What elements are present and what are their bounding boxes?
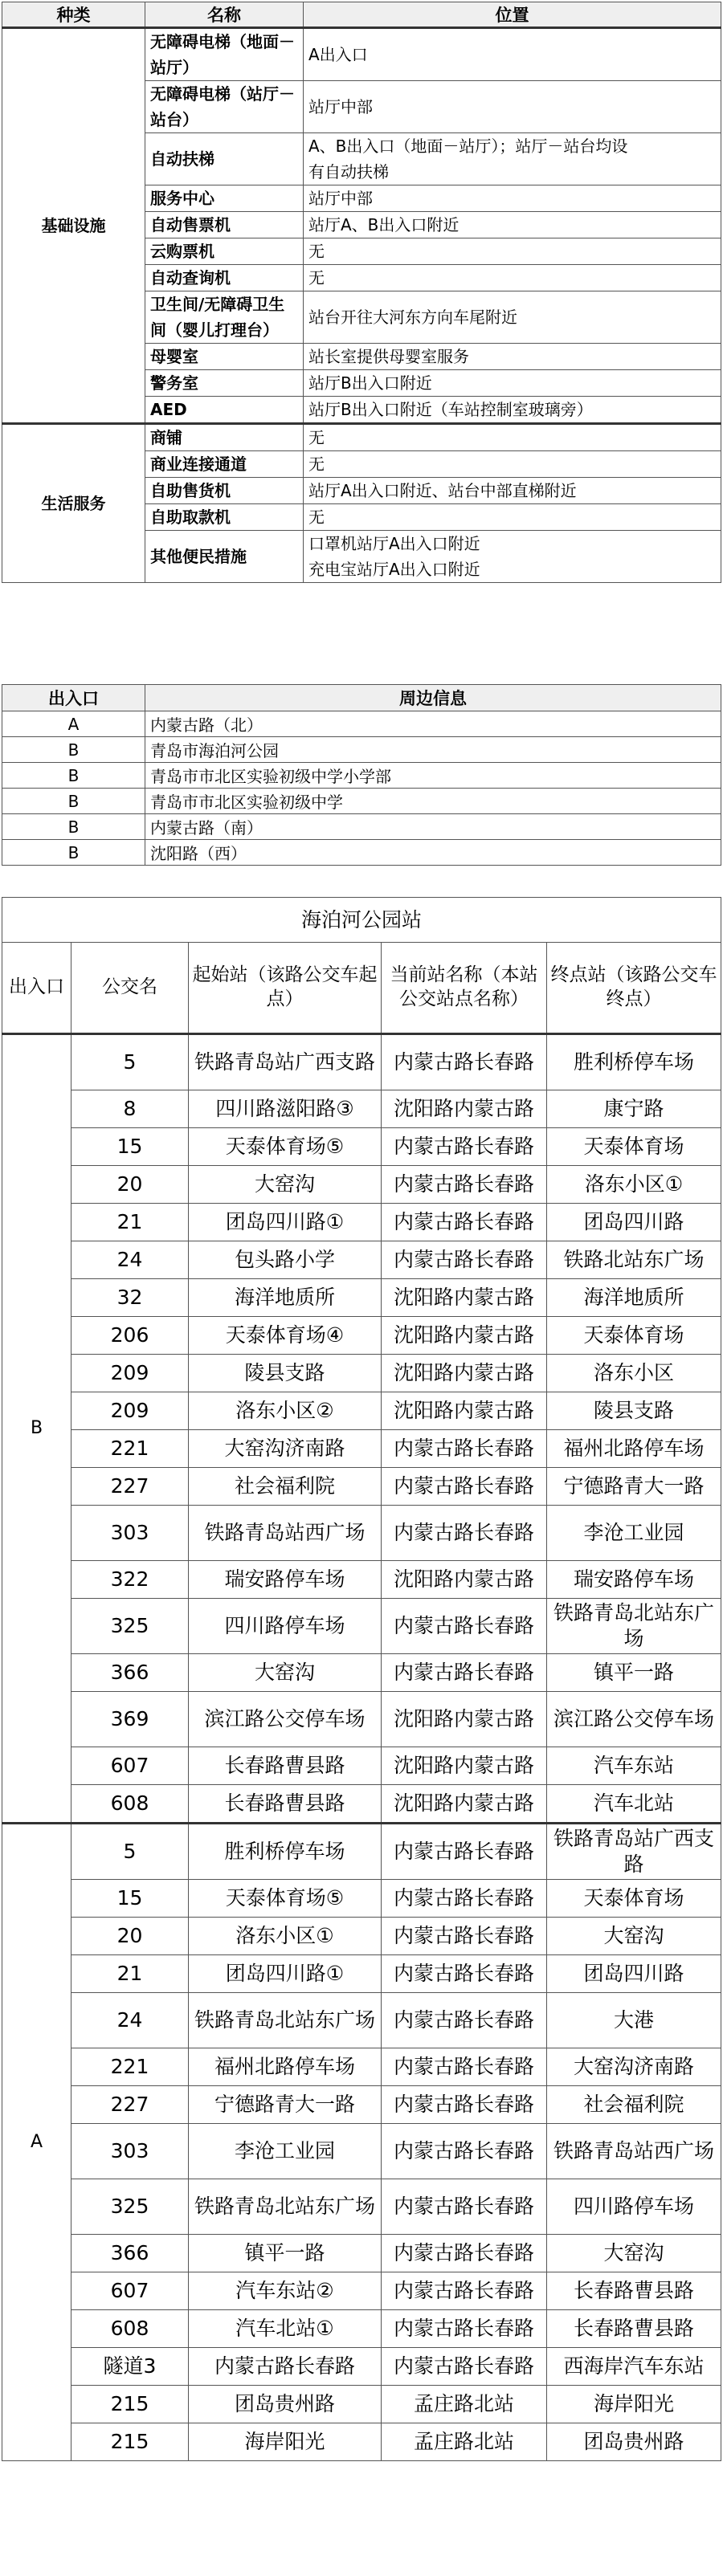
bus-table-body xyxy=(2,1034,721,2461)
bus-end-cell: 大窑沟济南路 xyxy=(547,2048,721,2086)
bus-route-row xyxy=(2,1090,721,1128)
bus-start-cell: 瑞安路停车场 xyxy=(189,1561,382,1599)
bus-start-cell: 宁德路青大一路 xyxy=(189,2086,382,2124)
bus-line-cell: 607 xyxy=(71,1747,189,1785)
bus-route-row xyxy=(2,2272,721,2310)
bus-current-cell: 内蒙古路长春路 xyxy=(382,1506,547,1561)
bus-route-row xyxy=(2,1692,721,1747)
bus-start-cell: 李沧工业园 xyxy=(189,2124,382,2179)
facility-name: 无障碍电梯（地面－站厅） xyxy=(145,28,304,81)
bus-current-cell: 沈阳路内蒙古路 xyxy=(382,1392,547,1430)
header-exit: 出入口 xyxy=(2,943,71,1034)
bus-current-cell: 内蒙古路长春路 xyxy=(382,1034,547,1090)
bus-route-row xyxy=(2,1506,721,1561)
bus-current-cell: 内蒙古路长春路 xyxy=(382,2348,547,2386)
bus-current-cell: 沈阳路内蒙古路 xyxy=(382,1785,547,1824)
bus-end-cell: 长春路曹县路 xyxy=(547,2310,721,2348)
bus-current-cell: 沈阳路内蒙古路 xyxy=(382,1355,547,1392)
bus-current-cell: 内蒙古路长春路 xyxy=(382,1241,547,1279)
bus-current-cell: 孟庄路北站 xyxy=(382,2386,547,2423)
bus-route-row xyxy=(2,1880,721,1918)
bus-current-cell: 内蒙古路长春路 xyxy=(382,2124,547,2179)
bus-end-cell: 康宁路 xyxy=(547,1090,721,1128)
category-cell: 基础设施 xyxy=(2,28,145,424)
bus-line-cell: 303 xyxy=(71,1506,189,1561)
facilities-header-row xyxy=(2,2,721,28)
bus-route-row xyxy=(2,1392,721,1430)
bus-line-cell: 8 xyxy=(71,1090,189,1128)
header-surroundings: 周边信息 xyxy=(145,685,721,711)
facility-name: 自助售货机 xyxy=(145,478,304,504)
bus-start-cell: 铁路青岛站西广场 xyxy=(189,1506,382,1561)
exit-cell: B xyxy=(2,789,145,814)
bus-current-cell: 内蒙古路长春路 xyxy=(382,2310,547,2348)
facility-name: 卫生间/无障碍卫生间（婴儿打理台） xyxy=(145,291,304,344)
bus-end-cell: 镇平一路 xyxy=(547,1654,721,1692)
surroundings-cell: 青岛市市北区实验初级中学 xyxy=(145,789,721,814)
bus-end-cell: 汽车东站 xyxy=(547,1747,721,1785)
bus-end-cell: 滨江路公交停车场 xyxy=(547,1692,721,1747)
bus-line-cell: 227 xyxy=(71,2086,189,2124)
exit-cell: B xyxy=(2,737,145,763)
bus-line-cell: 221 xyxy=(71,2048,189,2086)
bus-current-cell: 内蒙古路长春路 xyxy=(382,1204,547,1241)
bus-end-cell: 天泰体育场 xyxy=(547,1317,721,1355)
bus-current-cell: 沈阳路内蒙古路 xyxy=(382,1317,547,1355)
bus-line-cell: 24 xyxy=(71,1241,189,1279)
bus-start-cell: 天泰体育场⑤ xyxy=(189,1880,382,1918)
bus-line-cell: 206 xyxy=(71,1317,189,1355)
bus-current-cell: 内蒙古路长春路 xyxy=(382,2235,547,2272)
bus-start-cell: 团岛四川路① xyxy=(189,1204,382,1241)
bus-end-cell: 四川路停车场 xyxy=(547,2179,721,2235)
bus-start-cell: 大窑沟济南路 xyxy=(189,1430,382,1468)
bus-line-cell: 303 xyxy=(71,2124,189,2179)
facility-name: 其他便民措施 xyxy=(145,531,304,583)
facility-location: 站厅中部 xyxy=(304,81,721,133)
bus-route-row xyxy=(2,1355,721,1392)
category-cell: 生活服务 xyxy=(2,424,145,583)
bus-line-cell: 5 xyxy=(71,1034,189,1090)
bus-start-cell: 大窑沟 xyxy=(189,1166,382,1204)
bus-end-cell: 瑞安路停车场 xyxy=(547,1561,721,1599)
bus-route-row xyxy=(2,2348,721,2386)
exit-cell: B xyxy=(2,840,145,866)
bus-route-row xyxy=(2,1993,721,2048)
bus-end-cell: 海岸阳光 xyxy=(547,2386,721,2423)
facilities-table xyxy=(2,2,721,583)
bus-end-cell: 陵县支路 xyxy=(547,1392,721,1430)
bus-line-cell: 21 xyxy=(71,1955,189,1993)
bus-start-cell: 天泰体育场④ xyxy=(189,1317,382,1355)
bus-line-cell: 366 xyxy=(71,2235,189,2272)
bus-route-row xyxy=(2,2124,721,2179)
facility-location: 口罩机站厅A出入口附近 充电宝站厅A出入口附近 xyxy=(304,531,721,583)
bus-end-cell: 大港 xyxy=(547,1993,721,2048)
bus-route-row xyxy=(2,1279,721,1317)
bus-end-cell: 团岛四川路 xyxy=(547,1204,721,1241)
facility-name: 母婴室 xyxy=(145,344,304,370)
bus-start-cell: 长春路曹县路 xyxy=(189,1747,382,1785)
bus-route-row xyxy=(2,2423,721,2461)
bus-current-cell: 沈阳路内蒙古路 xyxy=(382,1747,547,1785)
bus-start-cell: 团岛贵州路 xyxy=(189,2386,382,2423)
bus-start-cell: 大窑沟 xyxy=(189,1654,382,1692)
bus-current-cell: 内蒙古路长春路 xyxy=(382,2086,547,2124)
bus-current-cell: 内蒙古路长春路 xyxy=(382,1918,547,1955)
bus-line-cell: 607 xyxy=(71,2272,189,2310)
bus-line-cell: 21 xyxy=(71,1204,189,1241)
bus-end-cell: 社会福利院 xyxy=(547,2086,721,2124)
bus-station-title: 海泊河公园站 xyxy=(2,898,721,943)
bus-start-cell: 团岛四川路① xyxy=(189,1955,382,1993)
bus-end-cell: 铁路青岛站广西支路 xyxy=(547,1824,721,1880)
facility-name: 警务室 xyxy=(145,370,304,397)
bus-route-row xyxy=(2,1317,721,1355)
bus-line-cell: 221 xyxy=(71,1430,189,1468)
facility-name: 商铺 xyxy=(145,424,304,451)
bus-route-row xyxy=(2,1599,721,1654)
bus-current-cell: 内蒙古路长春路 xyxy=(382,2048,547,2086)
bus-start-cell: 社会福利院 xyxy=(189,1468,382,1506)
bus-start-cell: 汽车北站① xyxy=(189,2310,382,2348)
surroundings-cell: 内蒙古路（南） xyxy=(145,814,721,840)
table-row xyxy=(2,840,721,866)
bus-start-cell: 陵县支路 xyxy=(189,1355,382,1392)
bus-station-row xyxy=(2,898,721,943)
bus-end-cell: 西海岸汽车东站 xyxy=(547,2348,721,2386)
facility-name: 云购票机 xyxy=(145,238,304,265)
bus-line-cell: 325 xyxy=(71,1599,189,1654)
bus-route-row xyxy=(2,1918,721,1955)
bus-line-cell: 322 xyxy=(71,1561,189,1599)
bus-current-cell: 内蒙古路长春路 xyxy=(382,1430,547,1468)
bus-exit-cell: A xyxy=(2,1824,71,2461)
bus-end-cell: 洛东小区① xyxy=(547,1166,721,1204)
bus-end-cell: 铁路青岛站西广场 xyxy=(547,2124,721,2179)
bus-current-cell: 内蒙古路长春路 xyxy=(382,1955,547,1993)
bus-start-cell: 铁路青岛北站东广场 xyxy=(189,2179,382,2235)
bus-start-cell: 胜利桥停车场 xyxy=(189,1824,382,1880)
facility-name: AED xyxy=(145,397,304,424)
bus-current-cell: 内蒙古路长春路 xyxy=(382,1599,547,1654)
bus-route-row xyxy=(2,1166,721,1204)
bus-header-row xyxy=(2,943,721,1034)
facility-name: 服务中心 xyxy=(145,185,304,212)
header-name: 名称 xyxy=(145,2,304,28)
bus-current-cell: 沈阳路内蒙古路 xyxy=(382,1279,547,1317)
bus-current-cell: 内蒙古路长春路 xyxy=(382,2179,547,2235)
bus-end-cell: 团岛贵州路 xyxy=(547,2423,721,2461)
bus-route-row xyxy=(2,1747,721,1785)
bus-exit-cell: B xyxy=(2,1034,71,1824)
bus-route-row xyxy=(2,1785,721,1824)
bus-line-cell: 608 xyxy=(71,2310,189,2348)
bus-start-cell: 滨江路公交停车场 xyxy=(189,1692,382,1747)
bus-route-row xyxy=(2,2048,721,2086)
facility-name: 自动查询机 xyxy=(145,265,304,291)
header-exit: 出入口 xyxy=(2,685,145,711)
bus-route-row xyxy=(2,1034,721,1090)
bus-end-cell: 福州北路停车场 xyxy=(547,1430,721,1468)
bus-route-row xyxy=(2,1824,721,1880)
header-end: 终点站（该路公交车终点） xyxy=(547,943,721,1034)
table-row xyxy=(2,711,721,737)
bus-end-cell: 天泰体育场 xyxy=(547,1880,721,1918)
bus-end-cell: 铁路青岛北站东广场 xyxy=(547,1599,721,1654)
bus-line-cell: 隧道3 xyxy=(71,2348,189,2386)
bus-end-cell: 团岛四川路 xyxy=(547,1955,721,1993)
bus-current-cell: 内蒙古路长春路 xyxy=(382,1128,547,1166)
facility-name: 自助取款机 xyxy=(145,504,304,531)
bus-current-cell: 沈阳路内蒙古路 xyxy=(382,1692,547,1747)
bus-end-cell: 海洋地质所 xyxy=(547,1279,721,1317)
bus-end-cell: 大窑沟 xyxy=(547,2235,721,2272)
bus-table xyxy=(2,897,721,2461)
bus-line-cell: 15 xyxy=(71,1128,189,1166)
facility-name: 商业连接通道 xyxy=(145,451,304,478)
bus-current-cell: 内蒙古路长春路 xyxy=(382,1166,547,1204)
bus-line-cell: 209 xyxy=(71,1392,189,1430)
table-row xyxy=(2,28,721,81)
exit-cell: A xyxy=(2,711,145,737)
bus-current-cell: 沈阳路内蒙古路 xyxy=(382,1561,547,1599)
bus-current-cell: 内蒙古路长春路 xyxy=(382,1880,547,1918)
bus-route-row xyxy=(2,1468,721,1506)
header-current: 当前站名称（本站公交站点名称） xyxy=(382,943,547,1034)
bus-route-row xyxy=(2,2235,721,2272)
facility-name: 无障碍电梯（站厅－站台） xyxy=(145,81,304,133)
bus-route-row xyxy=(2,2179,721,2235)
bus-current-cell: 内蒙古路长春路 xyxy=(382,1654,547,1692)
bus-line-cell: 209 xyxy=(71,1355,189,1392)
bus-line-cell: 24 xyxy=(71,1993,189,2048)
bus-current-cell: 沈阳路内蒙古路 xyxy=(382,1090,547,1128)
bus-route-row xyxy=(2,2386,721,2423)
facility-location: 站厅B出入口附近 xyxy=(304,370,721,397)
surroundings-cell: 青岛市海泊河公园 xyxy=(145,737,721,763)
facility-location: 站厅中部 xyxy=(304,185,721,212)
bus-start-cell: 铁路青岛北站东广场 xyxy=(189,1993,382,2048)
facility-location: 站厅A、B出入口附近 xyxy=(304,212,721,238)
bus-line-cell: 32 xyxy=(71,1279,189,1317)
bus-current-cell: 内蒙古路长春路 xyxy=(382,1824,547,1880)
bus-route-row xyxy=(2,1955,721,1993)
header-location: 位置 xyxy=(304,2,721,28)
bus-line-cell: 608 xyxy=(71,1785,189,1824)
bus-line-cell: 227 xyxy=(71,1468,189,1506)
bus-line-cell: 215 xyxy=(71,2423,189,2461)
bus-current-cell: 内蒙古路长春路 xyxy=(382,1993,547,2048)
bus-start-cell: 天泰体育场⑤ xyxy=(189,1128,382,1166)
bus-current-cell: 内蒙古路长春路 xyxy=(382,2272,547,2310)
bus-start-cell: 铁路青岛站广西支路 xyxy=(189,1034,382,1090)
bus-end-cell: 宁德路青大一路 xyxy=(547,1468,721,1506)
bus-start-cell: 四川路停车场 xyxy=(189,1599,382,1654)
bus-end-cell: 胜利桥停车场 xyxy=(547,1034,721,1090)
surroundings-cell: 沈阳路（西） xyxy=(145,840,721,866)
exits-table xyxy=(2,684,721,866)
bus-start-cell: 洛东小区② xyxy=(189,1392,382,1430)
bus-current-cell: 内蒙古路长春路 xyxy=(382,1468,547,1506)
bus-line-cell: 5 xyxy=(71,1824,189,1880)
facility-name: 自动扶梯 xyxy=(145,133,304,185)
facility-location: 站厅B出入口附近（车站控制室玻璃旁） xyxy=(304,397,721,424)
bus-route-row xyxy=(2,1561,721,1599)
facility-location: 无 xyxy=(304,451,721,478)
facility-location: 无 xyxy=(304,424,721,451)
bus-end-cell: 长春路曹县路 xyxy=(547,2272,721,2310)
facility-location: 无 xyxy=(304,238,721,265)
bus-end-cell: 李沧工业园 xyxy=(547,1506,721,1561)
bus-start-cell: 长春路曹县路 xyxy=(189,1785,382,1824)
bus-start-cell: 镇平一路 xyxy=(189,2235,382,2272)
facility-name: 自动售票机 xyxy=(145,212,304,238)
bus-route-row xyxy=(2,1128,721,1166)
bus-route-row xyxy=(2,1430,721,1468)
bus-route-row xyxy=(2,1204,721,1241)
bus-line-cell: 15 xyxy=(71,1880,189,1918)
bus-start-cell: 内蒙古路长春路 xyxy=(189,2348,382,2386)
exit-cell: B xyxy=(2,763,145,789)
header-category: 种类 xyxy=(2,2,145,28)
bus-start-cell: 福州北路停车场 xyxy=(189,2048,382,2086)
bus-line-cell: 369 xyxy=(71,1692,189,1747)
bus-line-cell: 366 xyxy=(71,1654,189,1692)
bus-line-cell: 215 xyxy=(71,2386,189,2423)
table-row xyxy=(2,424,721,451)
bus-route-row xyxy=(2,1654,721,1692)
facility-location: 站台开往大河东方向车尾附近 xyxy=(304,291,721,344)
facility-location: 站厅A出入口附近、站台中部直梯附近 xyxy=(304,478,721,504)
facility-location: A、B出入口（地面－站厅）；站厅－站台均设 有自动扶梯 xyxy=(304,133,721,185)
bus-current-cell: 孟庄路北站 xyxy=(382,2423,547,2461)
bus-route-row xyxy=(2,2086,721,2124)
bus-end-cell: 洛东小区 xyxy=(547,1355,721,1392)
table-row xyxy=(2,763,721,789)
facility-location: A出入口 xyxy=(304,28,721,81)
bus-end-cell: 铁路北站东广场 xyxy=(547,1241,721,1279)
bus-end-cell: 汽车北站 xyxy=(547,1785,721,1824)
header-line: 公交名 xyxy=(71,943,189,1034)
bus-start-cell: 海洋地质所 xyxy=(189,1279,382,1317)
surroundings-cell: 内蒙古路（北） xyxy=(145,711,721,737)
bus-end-cell: 大窑沟 xyxy=(547,1918,721,1955)
bus-start-cell: 四川路滋阳路③ xyxy=(189,1090,382,1128)
facility-location: 无 xyxy=(304,504,721,531)
exits-header-row xyxy=(2,685,721,711)
header-start: 起始站（该路公交车起点） xyxy=(189,943,382,1034)
facility-location: 站长室提供母婴室服务 xyxy=(304,344,721,370)
table-row xyxy=(2,789,721,814)
table-row xyxy=(2,814,721,840)
facility-location: 无 xyxy=(304,265,721,291)
bus-route-row xyxy=(2,1241,721,1279)
bus-end-cell: 天泰体育场 xyxy=(547,1128,721,1166)
bus-route-row xyxy=(2,2310,721,2348)
surroundings-cell: 青岛市市北区实验初级中学小学部 xyxy=(145,763,721,789)
bus-start-cell: 汽车东站② xyxy=(189,2272,382,2310)
table-row xyxy=(2,737,721,763)
bus-start-cell: 海岸阳光 xyxy=(189,2423,382,2461)
bus-line-cell: 20 xyxy=(71,1918,189,1955)
bus-start-cell: 包头路小学 xyxy=(189,1241,382,1279)
bus-line-cell: 20 xyxy=(71,1166,189,1204)
bus-start-cell: 洛东小区① xyxy=(189,1918,382,1955)
bus-line-cell: 325 xyxy=(71,2179,189,2235)
exit-cell: B xyxy=(2,814,145,840)
